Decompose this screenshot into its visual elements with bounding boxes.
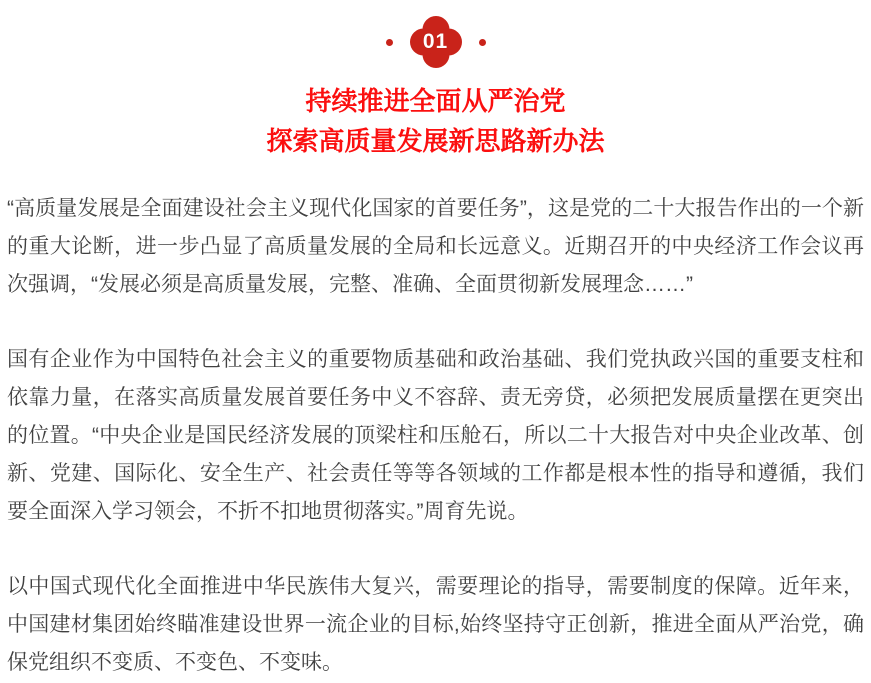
article-paragraph: 以中国式现代化全面推进中华民族伟大复兴，需要理论的指导，需要制度的保障。近年来，中国建材集团始终瞄准建设世界一流企业的目标,始终坚持守正创新，推进全面从严治党，确保党组织不变质、不变色、不变味。 <box>7 575 864 674</box>
section-title <box>0 81 871 161</box>
section-marker <box>0 0 871 68</box>
article-paragraph: 国有企业作为中国特色社会主义的重要物质基础和政治基础、我们党执政兴国的重要支柱和依靠力量，在落实高质量发展首要任务中义不容辞、责无旁贷，必须把发展质量摆在更突出的位置。“中央企业是国民经济发展的顶梁柱和压舱石，所以二十大报告对中央企业改革、创新、党建、国际化、安全生产、社会责任等等各领域的工作都是根本性的指导和遵循，我们要全面深入学习领会，不折不扣地贯彻落实。”周育先说。 <box>7 348 864 523</box>
right-dot-decoration <box>479 39 486 46</box>
section-number-badge <box>410 16 462 68</box>
left-dot-decoration <box>386 39 393 46</box>
section-title-line2: 探索高质量发展新思路新办法 <box>266 126 605 156</box>
article-paragraph: “高质量发展是全面建设社会主义现代化国家的首要任务”，这是党的二十大报告作出的一个新的重大论断，进一步凸显了高质量发展的全局和长远意义。近期召开的中央经济工作会议再次强调，“发展必须是高质量发展，完整、准确、全面贯彻新发展理念……” <box>7 197 864 296</box>
article-body <box>0 190 871 682</box>
section-number: 01 <box>422 30 449 53</box>
section-title-line1: 持续推进全面从严治党 <box>305 86 566 116</box>
